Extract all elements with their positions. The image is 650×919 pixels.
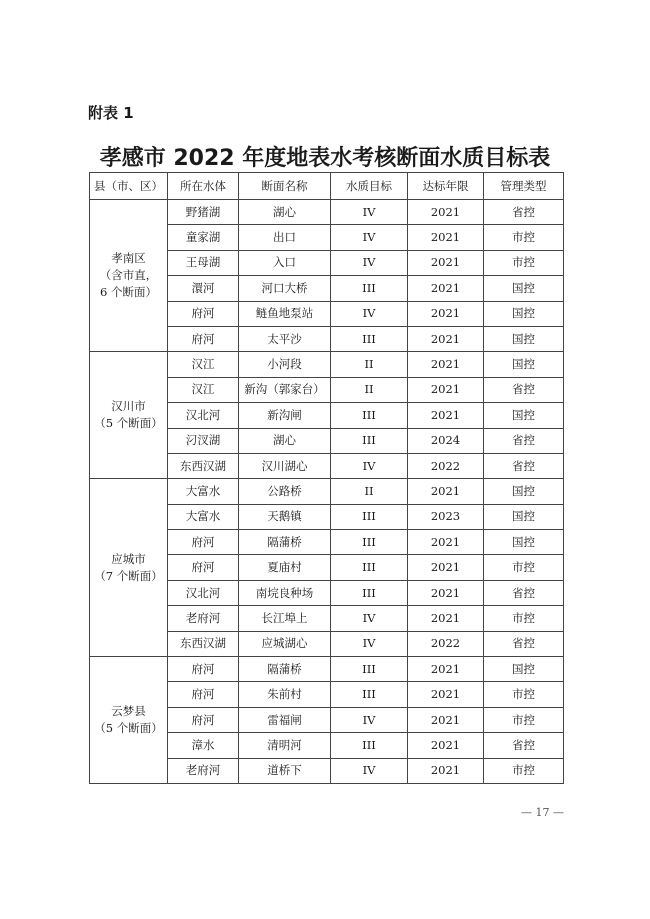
- target-year-cell: 2021: [408, 555, 484, 580]
- section-name-cell: 鲢鱼地泵站: [239, 301, 331, 326]
- target-year-cell: 2021: [408, 225, 484, 250]
- management-type-cell: 市控: [484, 758, 564, 783]
- county-cell: [90, 352, 168, 479]
- section-name-cell: 雷福闸: [239, 707, 331, 732]
- county-line: 应城市: [111, 551, 146, 566]
- county-cell: [90, 657, 168, 784]
- quality-target-cell: IV: [331, 606, 408, 631]
- document-title: 孝感市 2022 年度地表水考核断面水质目标表: [99, 146, 551, 171]
- quality-target-cell: III: [331, 403, 408, 428]
- management-type-cell: 国控: [484, 301, 564, 326]
- water-body-cell: 汉北河: [168, 580, 239, 605]
- section-name-cell: 南垸良种场: [239, 580, 331, 605]
- water-body-cell: 澴河: [168, 276, 239, 301]
- water-body-cell: 漳水: [168, 733, 239, 758]
- water-body-cell: 府河: [168, 326, 239, 351]
- management-type-cell: 市控: [484, 707, 564, 732]
- page-number: — 17 —: [521, 806, 564, 819]
- water-body-cell: 东西汉湖: [168, 631, 239, 656]
- county-line: （7 个断面）: [94, 568, 163, 583]
- section-name-cell: 入口: [239, 250, 331, 275]
- quality-target-cell: IV: [331, 301, 408, 326]
- management-type-cell: 国控: [484, 276, 564, 301]
- water-body-cell: 王母湖: [168, 250, 239, 275]
- water-body-cell: 府河: [168, 530, 239, 555]
- section-name-cell: 清明河: [239, 733, 331, 758]
- section-name-cell: 道桥下: [239, 758, 331, 783]
- quality-target-cell: III: [331, 504, 408, 529]
- section-name-cell: 应城湖心: [239, 631, 331, 656]
- target-year-cell: 2021: [408, 250, 484, 275]
- target-year-cell: 2021: [408, 479, 484, 504]
- quality-target-cell: III: [331, 428, 408, 453]
- target-year-cell: 2021: [408, 758, 484, 783]
- target-year-cell: 2024: [408, 428, 484, 453]
- management-type-cell: 国控: [484, 352, 564, 377]
- water-body-cell: 府河: [168, 657, 239, 682]
- management-type-cell: 市控: [484, 555, 564, 580]
- water-body-cell: 府河: [168, 555, 239, 580]
- quality-target-cell: IV: [331, 631, 408, 656]
- county-cell: [90, 200, 168, 352]
- management-type-cell: 省控: [484, 580, 564, 605]
- section-name-cell: 朱前村: [239, 682, 331, 707]
- target-year-cell: 2021: [408, 377, 484, 402]
- county-line: （含市直，: [99, 268, 158, 283]
- water-body-cell: 汈汊湖: [168, 428, 239, 453]
- management-type-cell: 省控: [484, 733, 564, 758]
- section-name-cell: 新沟闸: [239, 403, 331, 428]
- water-body-cell: 汉江: [168, 377, 239, 402]
- header-section-name: 断面名称: [239, 173, 331, 200]
- quality-target-cell: IV: [331, 707, 408, 732]
- target-year-cell: 2021: [408, 200, 484, 225]
- management-type-cell: 省控: [484, 428, 564, 453]
- water-body-cell: 童家湖: [168, 225, 239, 250]
- section-name-cell: 夏庙村: [239, 555, 331, 580]
- section-name-cell: 出口: [239, 225, 331, 250]
- target-year-cell: 2021: [408, 301, 484, 326]
- table-body: [90, 200, 564, 784]
- quality-target-cell: II: [331, 479, 408, 504]
- management-type-cell: 国控: [484, 479, 564, 504]
- quality-target-cell: III: [331, 682, 408, 707]
- quality-target-cell: IV: [331, 225, 408, 250]
- target-year-cell: 2021: [408, 682, 484, 707]
- water-body-cell: 大富水: [168, 504, 239, 529]
- header-management-type: 管理类型: [484, 173, 564, 200]
- quality-target-cell: IV: [331, 758, 408, 783]
- section-name-cell: 湖心: [239, 428, 331, 453]
- target-year-cell: 2021: [408, 530, 484, 555]
- quality-target-cell: IV: [331, 200, 408, 225]
- target-year-cell: 2021: [408, 657, 484, 682]
- target-year-cell: 2021: [408, 606, 484, 631]
- target-year-cell: 2021: [408, 403, 484, 428]
- management-type-cell: 国控: [484, 326, 564, 351]
- section-name-cell: 河口大桥: [239, 276, 331, 301]
- county-line: （5 个断面）: [94, 416, 163, 431]
- county-cell: [90, 479, 168, 657]
- quality-target-cell: III: [331, 530, 408, 555]
- county-line: （5 个断面）: [94, 721, 163, 735]
- management-type-cell: 市控: [484, 250, 564, 275]
- water-quality-table: [89, 172, 564, 784]
- water-body-cell: 汉北河: [168, 403, 239, 428]
- management-type-cell: 省控: [484, 453, 564, 478]
- water-body-cell: 东西汉湖: [168, 453, 239, 478]
- county-line: 云梦县: [111, 704, 146, 718]
- section-name-cell: 湖心: [239, 200, 331, 225]
- target-year-cell: 2021: [408, 276, 484, 301]
- management-type-cell: 省控: [484, 377, 564, 402]
- table-row: [90, 657, 564, 682]
- quality-target-cell: III: [331, 580, 408, 605]
- target-year-cell: 2021: [408, 733, 484, 758]
- management-type-cell: 国控: [484, 530, 564, 555]
- table-header-row: [90, 173, 564, 200]
- section-name-cell: 太平沙: [239, 326, 331, 351]
- quality-target-cell: III: [331, 276, 408, 301]
- header-water-body: 所在水体: [168, 173, 239, 200]
- quality-target-cell: III: [331, 555, 408, 580]
- quality-target-cell: IV: [331, 250, 408, 275]
- header-target-year: 达标年限: [408, 173, 484, 200]
- management-type-cell: 国控: [484, 657, 564, 682]
- section-name-cell: 新沟（郭家台）: [239, 377, 331, 402]
- section-name-cell: 隔蒲桥: [239, 657, 331, 682]
- section-name-cell: 汉川湖心: [239, 453, 331, 478]
- target-year-cell: 2022: [408, 631, 484, 656]
- water-body-cell: 老府河: [168, 606, 239, 631]
- management-type-cell: 市控: [484, 682, 564, 707]
- management-type-cell: 国控: [484, 403, 564, 428]
- target-year-cell: 2022: [408, 453, 484, 478]
- management-type-cell: 省控: [484, 200, 564, 225]
- header-quality-target: 水质目标: [331, 173, 408, 200]
- target-year-cell: 2021: [408, 326, 484, 351]
- water-body-cell: 大富水: [168, 479, 239, 504]
- water-body-cell: 府河: [168, 301, 239, 326]
- quality-target-cell: IV: [331, 453, 408, 478]
- target-year-cell: 2021: [408, 352, 484, 377]
- management-type-cell: 市控: [484, 606, 564, 631]
- target-year-cell: 2023: [408, 504, 484, 529]
- county-line: 6 个断面）: [100, 285, 157, 300]
- appendix-label: 附表 1: [88, 104, 134, 122]
- county-line: 孝南区: [111, 251, 146, 266]
- quality-target-cell: III: [331, 657, 408, 682]
- section-name-cell: 天鹅镇: [239, 504, 331, 529]
- section-name-cell: 公路桥: [239, 479, 331, 504]
- quality-target-cell: III: [331, 326, 408, 351]
- target-year-cell: 2021: [408, 580, 484, 605]
- quality-target-cell: III: [331, 733, 408, 758]
- table-row: [90, 479, 564, 504]
- management-type-cell: 市控: [484, 225, 564, 250]
- water-body-cell: 府河: [168, 707, 239, 732]
- section-name-cell: 小河段: [239, 352, 331, 377]
- table-row: [90, 352, 564, 377]
- section-name-cell: 长江埠上: [239, 606, 331, 631]
- water-body-cell: 府河: [168, 682, 239, 707]
- management-type-cell: 国控: [484, 504, 564, 529]
- quality-target-cell: II: [331, 377, 408, 402]
- water-body-cell: 老府河: [168, 758, 239, 783]
- target-year-cell: 2021: [408, 707, 484, 732]
- table-row: [90, 200, 564, 225]
- water-body-cell: 汉江: [168, 352, 239, 377]
- header-county: 县（市、区）: [90, 173, 168, 200]
- section-name-cell: 隔蒲桥: [239, 530, 331, 555]
- quality-target-cell: II: [331, 352, 408, 377]
- water-body-cell: 野猪湖: [168, 200, 239, 225]
- management-type-cell: 省控: [484, 631, 564, 656]
- county-line: 汉川市: [111, 399, 146, 414]
